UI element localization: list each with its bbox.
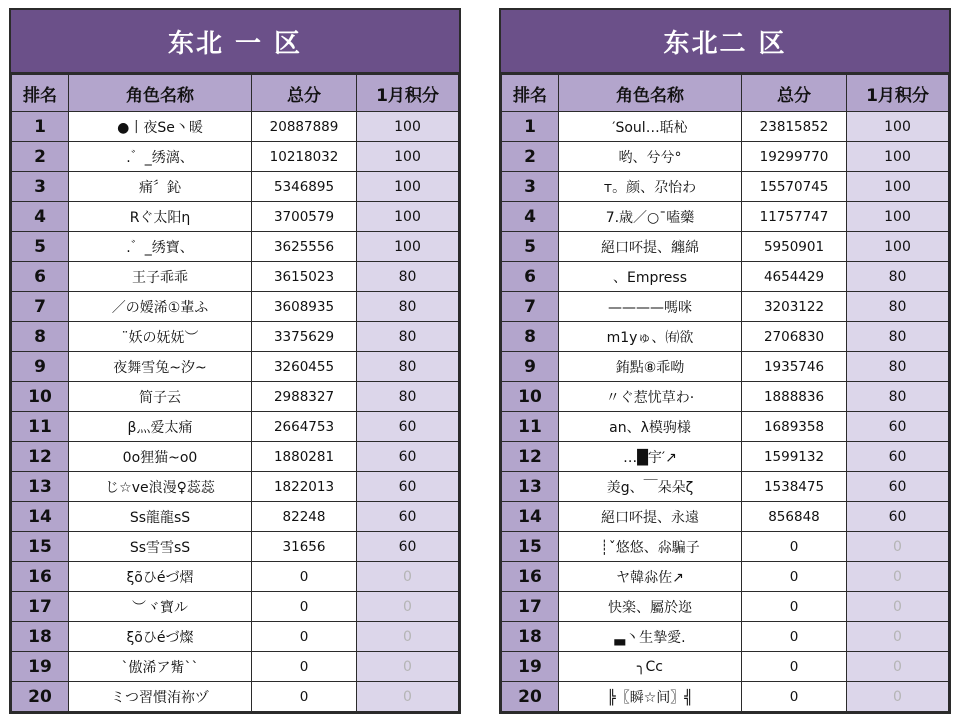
monthly-points-cell: 100: [847, 232, 949, 262]
header-points: 1月积分: [357, 75, 459, 112]
table-body: [502, 112, 949, 712]
table-header-row: [12, 75, 459, 112]
name-cell: ミつ習慣洧祢ヅ: [69, 682, 252, 712]
monthly-points-cell: 80: [847, 382, 949, 412]
total-score-cell: 0: [252, 652, 357, 682]
table-row: [12, 622, 459, 652]
monthly-points-cell: 100: [847, 202, 949, 232]
table-row: [12, 562, 459, 592]
table-row: [502, 232, 949, 262]
table-row: [12, 322, 459, 352]
header-name: 角色名称: [559, 75, 742, 112]
monthly-points-cell: 0: [847, 652, 949, 682]
rank-cell: 5: [12, 232, 69, 262]
total-score-cell: 0: [252, 622, 357, 652]
monthly-points-cell: 60: [847, 412, 949, 442]
total-score-cell: 1689358: [742, 412, 847, 442]
name-cell: 痛〞鈊: [69, 172, 252, 202]
name-cell: т。颜、尕怡わ: [559, 172, 742, 202]
total-score-cell: 0: [742, 622, 847, 652]
ranking-board-northeast-1: [9, 8, 461, 714]
rank-cell: 6: [502, 262, 559, 292]
table-row: [12, 502, 459, 532]
table-row: [502, 292, 949, 322]
table-row: [502, 592, 949, 622]
monthly-points-cell: 80: [357, 382, 459, 412]
monthly-points-cell: 60: [847, 472, 949, 502]
table-row: [502, 262, 949, 292]
monthly-points-cell: 0: [357, 592, 459, 622]
total-score-cell: 1822013: [252, 472, 357, 502]
name-cell: Ss龍龍sS: [69, 502, 252, 532]
rank-cell: 20: [502, 682, 559, 712]
total-score-cell: 10218032: [252, 142, 357, 172]
total-score-cell: 82248: [252, 502, 357, 532]
monthly-points-cell: 0: [357, 652, 459, 682]
monthly-points-cell: 100: [357, 232, 459, 262]
rank-cell: 16: [502, 562, 559, 592]
table-row: [12, 382, 459, 412]
table-row: [502, 202, 949, 232]
total-score-cell: 15570745: [742, 172, 847, 202]
monthly-points-cell: 80: [847, 322, 949, 352]
table-header-row: [502, 75, 949, 112]
total-score-cell: 5950901: [742, 232, 847, 262]
rank-cell: 20: [12, 682, 69, 712]
total-score-cell: 0: [742, 652, 847, 682]
table-row: [12, 292, 459, 322]
total-score-cell: 4654429: [742, 262, 847, 292]
board-title: 东北 一 区: [11, 10, 459, 74]
name-cell: 夜舞雪兔~汐~: [69, 352, 252, 382]
table-row: [12, 112, 459, 142]
monthly-points-cell: 80: [357, 262, 459, 292]
rank-cell: 7: [502, 292, 559, 322]
total-score-cell: 1599132: [742, 442, 847, 472]
rank-cell: 3: [12, 172, 69, 202]
total-score-cell: 1888836: [742, 382, 847, 412]
name-cell: m1yゅ、㈲欲: [559, 322, 742, 352]
table-row: [502, 112, 949, 142]
total-score-cell: 2664753: [252, 412, 357, 442]
monthly-points-cell: 0: [357, 682, 459, 712]
rank-cell: 5: [502, 232, 559, 262]
total-score-cell: 0: [252, 682, 357, 712]
monthly-points-cell: 100: [357, 142, 459, 172]
name-cell: ●丨夜Se丶暖: [69, 112, 252, 142]
monthly-points-cell: 100: [357, 112, 459, 142]
rank-cell: 19: [502, 652, 559, 682]
monthly-points-cell: 0: [847, 622, 949, 652]
name-cell: 銪點⑧乖呦: [559, 352, 742, 382]
name-cell: ′Soul…聒杺: [559, 112, 742, 142]
total-score-cell: 3625556: [252, 232, 357, 262]
table-row: [502, 502, 949, 532]
rank-cell: 12: [12, 442, 69, 472]
rank-cell: 6: [12, 262, 69, 292]
rank-cell: 11: [12, 412, 69, 442]
total-score-cell: 3260455: [252, 352, 357, 382]
rank-cell: 15: [502, 532, 559, 562]
total-score-cell: 0: [252, 592, 357, 622]
table-row: [12, 262, 459, 292]
name-cell: ／の嫒浠①輩ふ: [69, 292, 252, 322]
total-score-cell: 1538475: [742, 472, 847, 502]
rank-cell: 13: [12, 472, 69, 502]
table-row: [12, 592, 459, 622]
rank-cell: 8: [502, 322, 559, 352]
table-row: [502, 322, 949, 352]
monthly-points-cell: 80: [357, 352, 459, 382]
table-row: [12, 232, 459, 262]
total-score-cell: 3615023: [252, 262, 357, 292]
header-total: 总分: [742, 75, 847, 112]
total-score-cell: 2988327: [252, 382, 357, 412]
table-row: [12, 442, 459, 472]
total-score-cell: 0: [742, 562, 847, 592]
total-score-cell: 19299770: [742, 142, 847, 172]
rank-cell: 1: [12, 112, 69, 142]
name-cell: 快楽、屬於迩: [559, 592, 742, 622]
rank-cell: 14: [12, 502, 69, 532]
rank-cell: 18: [12, 622, 69, 652]
name-cell: 〃ぐ惹忧草わ·: [559, 382, 742, 412]
total-score-cell: 3608935: [252, 292, 357, 322]
rank-cell: 10: [12, 382, 69, 412]
monthly-points-cell: 100: [847, 172, 949, 202]
header-rank: 排名: [502, 75, 559, 112]
table-row: [502, 472, 949, 502]
monthly-points-cell: 100: [357, 172, 459, 202]
table-row: [502, 682, 949, 712]
monthly-points-cell: 60: [847, 502, 949, 532]
rank-cell: 19: [12, 652, 69, 682]
total-score-cell: 0: [742, 592, 847, 622]
ranking-board-northeast-2: [499, 8, 951, 714]
name-cell: 简子云: [69, 382, 252, 412]
table-row: [12, 142, 459, 172]
name-cell: ▃丶生摯愛.: [559, 622, 742, 652]
table-row: [502, 622, 949, 652]
monthly-points-cell: 100: [847, 112, 949, 142]
monthly-points-cell: 60: [357, 532, 459, 562]
table-row: [12, 532, 459, 562]
table-row: [502, 352, 949, 382]
monthly-points-cell: 100: [357, 202, 459, 232]
total-score-cell: 1880281: [252, 442, 357, 472]
monthly-points-cell: 80: [847, 262, 949, 292]
table-row: [12, 472, 459, 502]
rank-cell: 2: [12, 142, 69, 172]
name-cell: .゛_绣寶、: [69, 232, 252, 262]
name-cell: 、Empress: [559, 262, 742, 292]
rank-cell: 10: [502, 382, 559, 412]
name-cell: 0o狸猫~o0: [69, 442, 252, 472]
name-cell: ξõひéづ熠: [69, 562, 252, 592]
rank-cell: 4: [502, 202, 559, 232]
monthly-points-cell: 0: [847, 592, 949, 622]
monthly-points-cell: 80: [847, 292, 949, 322]
monthly-points-cell: 60: [847, 442, 949, 472]
total-score-cell: 11757747: [742, 202, 847, 232]
rank-cell: 3: [502, 172, 559, 202]
rank-cell: 17: [12, 592, 69, 622]
name-cell: 哟、兮兮°: [559, 142, 742, 172]
rank-cell: 18: [502, 622, 559, 652]
name-cell: ————嗎咪: [559, 292, 742, 322]
total-score-cell: 0: [742, 682, 847, 712]
monthly-points-cell: 0: [847, 562, 949, 592]
table-row: [502, 652, 949, 682]
name-cell: ヤ韓尛佐↗: [559, 562, 742, 592]
rank-cell: 4: [12, 202, 69, 232]
rank-cell: 7: [12, 292, 69, 322]
rank-cell: 12: [502, 442, 559, 472]
table-row: [12, 352, 459, 382]
monthly-points-cell: 0: [847, 532, 949, 562]
table-row: [12, 202, 459, 232]
header-name: 角色名称: [69, 75, 252, 112]
monthly-points-cell: 60: [357, 412, 459, 442]
name-cell: ︶ヾ寶ル: [69, 592, 252, 622]
table-row: [502, 172, 949, 202]
name-cell: ╮Cc: [559, 652, 742, 682]
total-score-cell: 0: [252, 562, 357, 592]
total-score-cell: 1935746: [742, 352, 847, 382]
table-row: [12, 652, 459, 682]
rank-cell: 1: [502, 112, 559, 142]
name-cell: ξõひéづ燦: [69, 622, 252, 652]
monthly-points-cell: 60: [357, 472, 459, 502]
monthly-points-cell: 100: [847, 142, 949, 172]
total-score-cell: 3203122: [742, 292, 847, 322]
table-row: [12, 412, 459, 442]
monthly-points-cell: 0: [357, 622, 459, 652]
name-cell: 羙g、￣朵朵ζ: [559, 472, 742, 502]
monthly-points-cell: 80: [357, 292, 459, 322]
rank-cell: 17: [502, 592, 559, 622]
name-cell: …█宇′↗: [559, 442, 742, 472]
rank-cell: 8: [12, 322, 69, 352]
table-row: [502, 382, 949, 412]
monthly-points-cell: 60: [357, 442, 459, 472]
table-row: [502, 142, 949, 172]
ranking-table: [501, 74, 949, 712]
monthly-points-cell: 0: [847, 682, 949, 712]
name-cell: Ss雪雪sS: [69, 532, 252, 562]
name-cell: `傲浠ア觜``: [69, 652, 252, 682]
table-row: [12, 682, 459, 712]
monthly-points-cell: 60: [357, 502, 459, 532]
name-cell: ¨妖の妩妩︶: [69, 322, 252, 352]
ranking-table: [11, 74, 459, 712]
table-row: [502, 442, 949, 472]
table-body: [12, 112, 459, 712]
header-total: 总分: [252, 75, 357, 112]
table-row: [502, 412, 949, 442]
name-cell: 王子乖乖: [69, 262, 252, 292]
name-cell: じ☆ve浪漫♀蕊蕊: [69, 472, 252, 502]
header-points: 1月积分: [847, 75, 949, 112]
total-score-cell: 23815852: [742, 112, 847, 142]
name-cell: ┊ˇ悠悠、尛騙子: [559, 532, 742, 562]
monthly-points-cell: 80: [357, 322, 459, 352]
name-cell: β灬爱太痛: [69, 412, 252, 442]
total-score-cell: 20887889: [252, 112, 357, 142]
name-cell: 絕口吥提、纏綿: [559, 232, 742, 262]
table-row: [12, 172, 459, 202]
total-score-cell: 2706830: [742, 322, 847, 352]
name-cell: an、λ模驹様: [559, 412, 742, 442]
rank-cell: 2: [502, 142, 559, 172]
name-cell: 7.歳／○¯嗑藥: [559, 202, 742, 232]
table-row: [502, 562, 949, 592]
total-score-cell: 856848: [742, 502, 847, 532]
header-rank: 排名: [12, 75, 69, 112]
rank-cell: 15: [12, 532, 69, 562]
monthly-points-cell: 0: [357, 562, 459, 592]
total-score-cell: 0: [742, 532, 847, 562]
name-cell: ╠〖瞬☆间〗╣: [559, 682, 742, 712]
board-title: 东北二 区: [501, 10, 949, 74]
name-cell: Rぐ太阳η: [69, 202, 252, 232]
monthly-points-cell: 80: [847, 352, 949, 382]
rank-cell: 14: [502, 502, 559, 532]
name-cell: .゛_绣漓、: [69, 142, 252, 172]
rank-cell: 9: [12, 352, 69, 382]
total-score-cell: 3700579: [252, 202, 357, 232]
total-score-cell: 5346895: [252, 172, 357, 202]
rank-cell: 11: [502, 412, 559, 442]
rank-cell: 13: [502, 472, 559, 502]
rank-cell: 9: [502, 352, 559, 382]
total-score-cell: 3375629: [252, 322, 357, 352]
rank-cell: 16: [12, 562, 69, 592]
name-cell: 絕口吥提、永遠: [559, 502, 742, 532]
total-score-cell: 31656: [252, 532, 357, 562]
table-row: [502, 532, 949, 562]
